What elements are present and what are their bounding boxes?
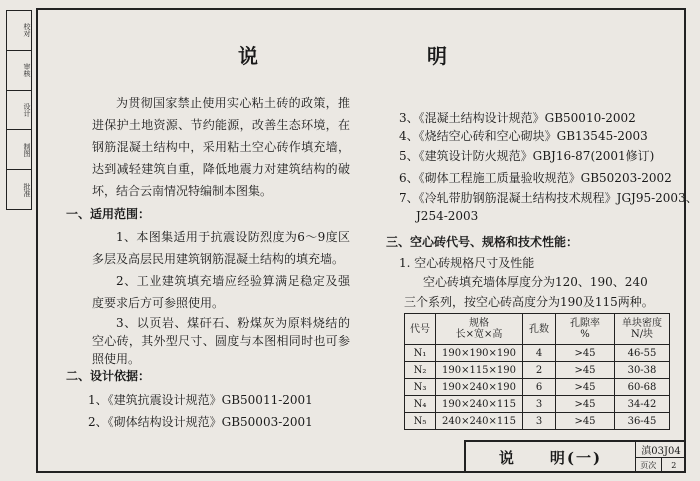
table-cell: 46-55	[615, 345, 670, 362]
table-row	[405, 345, 670, 362]
section3-sub: 1. 空心砖规格尺寸及性能	[399, 256, 535, 270]
table-cell: N₁	[405, 345, 436, 362]
table-header-cell: 孔隙率 %	[556, 314, 615, 345]
title-block-name: 说 明(一)	[466, 442, 636, 473]
table-header-cell: 单块密度 N/块	[615, 314, 670, 345]
table-cell: 2	[523, 362, 556, 379]
basis-item: 3、《混凝土结构设计规范》GB50010-2002	[399, 111, 636, 125]
page-title-right: 明	[427, 44, 447, 68]
page-number: 2	[671, 461, 677, 470]
basis-item: 4、《烧结空心砖和空心砌块》GB13545-2003	[399, 129, 648, 143]
table-header-cell: 孔数	[523, 314, 556, 345]
table-cell: 190×240×115	[436, 396, 523, 413]
table-cell: 4	[523, 345, 556, 362]
table-cell: N₂	[405, 362, 436, 379]
section2-heading: 二、设计依据：	[66, 369, 151, 383]
page-label: 页次	[636, 458, 662, 473]
table-row	[405, 362, 670, 379]
table-cell: >45	[556, 345, 615, 362]
basis-item: 2、《砌体结构设计规范》GB50003-2001	[88, 415, 313, 429]
table-header-cell: 代号	[405, 314, 436, 345]
section1-item-1: 1、本图集适用于抗震设防烈度为6～9度区多层及高层民用建筑钢筋混凝土结构的填充墙。	[92, 230, 350, 266]
basis-item: 6、《砌体工程施工质量验收规范》GB50203-2002	[399, 171, 672, 185]
table-row	[405, 413, 670, 430]
table-cell: 190×240×190	[436, 379, 523, 396]
section3-desc: 空心砖填充墙体厚度分为120、190、240	[423, 275, 648, 289]
table-cell: 3	[523, 413, 556, 430]
table-cell: 190×190×190	[436, 345, 523, 362]
table-cell: N₃	[405, 379, 436, 396]
intro-paragraph: 为贯彻国家禁止使用实心粘土砖的政策，推进保护土地资源、节约能源，改善生态环境，在钢筋混凝土结构中，采用粘土空心砖作填充墙，达到减轻建筑自重，降低地震力对建筑结构的破坏，结合云南情况特编制本图集。	[92, 96, 350, 198]
table-cell: 190×115×190	[436, 362, 523, 379]
table-cell: >45	[556, 396, 615, 413]
table-header-cell: 规格 长×宽×高	[436, 314, 523, 345]
table-cell: 6	[523, 379, 556, 396]
section3-desc: 三个系列，按空心砖高度分为190及115两种。	[404, 295, 654, 309]
section1-item-3: 3、以页岩、煤矸石、粉煤灰为原料烧结的空心砖，其外型尺寸、圆度与本图相同时也可参照使用。	[92, 316, 350, 366]
table-cell: 240×240×115	[436, 413, 523, 430]
table-cell: 3	[523, 396, 556, 413]
basis-item: J254-2003	[416, 209, 479, 223]
table-header-row	[405, 314, 670, 345]
stamp-cell: 校对	[7, 11, 31, 51]
table-cell: N₄	[405, 396, 436, 413]
table-row	[405, 396, 670, 413]
basis-item: 5、《建筑设计防火规范》GBJ16-87(2001修订)	[399, 149, 655, 163]
table-cell: >45	[556, 413, 615, 430]
atlas-number: 滇03J04	[636, 442, 686, 458]
table-cell: 60-68	[615, 379, 670, 396]
table-cell: >45	[556, 379, 615, 396]
table-cell: 30-38	[615, 362, 670, 379]
table-cell: 34-42	[615, 396, 670, 413]
stamp-cell: 制图	[7, 130, 31, 170]
table-cell: >45	[556, 362, 615, 379]
section3-heading: 三、空心砖代号、规格和技术性能：	[386, 235, 579, 249]
basis-item: 1、《建筑抗震设计规范》GB50011-2001	[88, 393, 313, 407]
table-cell: 36-45	[615, 413, 670, 430]
stamp-cell: 批准	[23, 182, 31, 197]
brick-spec-table	[404, 313, 670, 430]
title-block	[464, 440, 686, 473]
basis-item: 7、《冷轧带肋钢筋混凝土结构技术规程》JGJ95-2003、	[399, 191, 698, 205]
stamp-cell: 设计	[7, 91, 31, 131]
section1-heading: 一、适用范围：	[66, 207, 151, 221]
approval-stamp	[6, 10, 32, 210]
stamp-cell: 审核	[7, 51, 31, 91]
page-title-left: 说	[238, 44, 259, 68]
section1-item-2: 2、工业建筑填充墙应经验算满足稳定及强度要求后方可参照使用。	[92, 274, 350, 310]
page-number-cell	[636, 458, 686, 473]
table-row	[405, 379, 670, 396]
table-cell: N₅	[405, 413, 436, 430]
